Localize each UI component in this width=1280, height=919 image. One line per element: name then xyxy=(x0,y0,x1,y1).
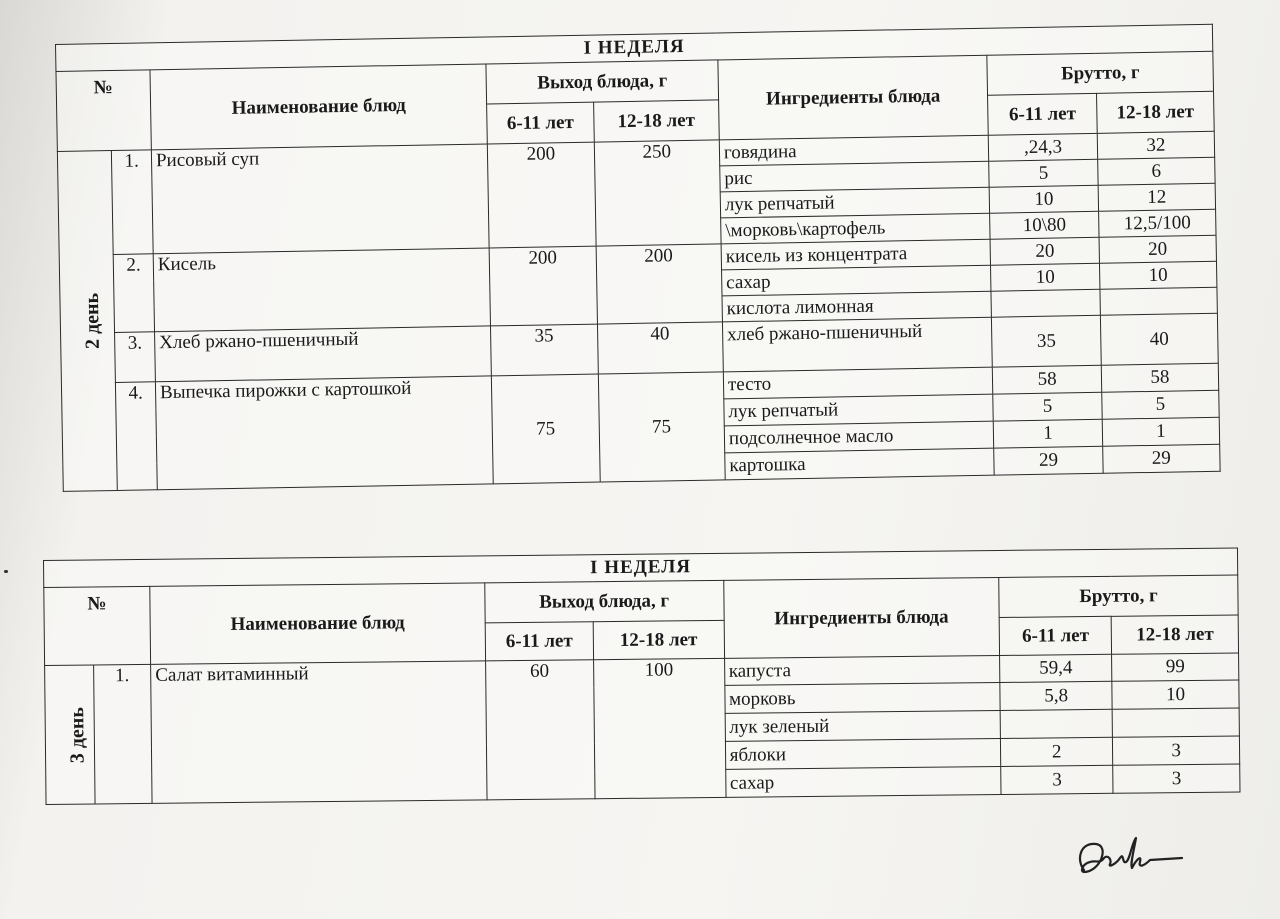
header-brutto-age-12-18: 12-18 лет xyxy=(1111,615,1238,654)
brutto-6-11: 2 xyxy=(1000,737,1113,766)
dish-output-6-11: 35 xyxy=(491,324,598,376)
brutto-12-18: 10 xyxy=(1112,680,1239,709)
dish-name: Хлеб ржано-пшеничный xyxy=(154,326,491,382)
dish-number: 1. xyxy=(94,664,153,804)
header-dish-name: Наименование блюд xyxy=(150,64,488,150)
brutto-6-11: 20 xyxy=(990,237,1099,265)
dish-number: 1. xyxy=(112,150,153,255)
dish-number: 4. xyxy=(116,382,158,491)
ingredient-name: подсолнечное масло xyxy=(724,421,994,453)
ink-dot xyxy=(4,570,8,573)
brutto-6-11: 35 xyxy=(992,315,1101,367)
week-title: I НЕДЕЛЯ xyxy=(56,24,1213,71)
header-output: Выход блюда, г xyxy=(486,60,718,104)
brutto-12-18: 3 xyxy=(1113,764,1240,793)
ingredient-name: говядина xyxy=(719,135,989,166)
header-number: № xyxy=(44,586,151,665)
ingredient-name: лук репчатый xyxy=(720,187,990,218)
brutto-12-18 xyxy=(1112,708,1239,737)
brutto-6-11: 29 xyxy=(994,446,1103,475)
ingredient-name: кислота лимонная xyxy=(722,291,992,322)
brutto-12-18: 58 xyxy=(1101,363,1219,392)
dish-output-12-18: 200 xyxy=(596,244,723,324)
brutto-12-18: 1 xyxy=(1102,417,1220,446)
brutto-12-18: 32 xyxy=(1097,131,1215,159)
header-ingredients: Ингредиенты блюда xyxy=(723,577,999,658)
ingredient-name: сахар xyxy=(721,265,991,296)
header-brutto: Брутто, г xyxy=(999,575,1238,617)
ingredient-name: кисель из концентрата xyxy=(721,239,991,270)
day-cell xyxy=(45,665,95,805)
header-number: № xyxy=(56,70,151,152)
header-brutto: Брутто, г xyxy=(987,51,1213,95)
ingredient-name: сахар xyxy=(725,766,1001,797)
brutto-12-18: 29 xyxy=(1103,444,1221,473)
ingredient-name: тесто xyxy=(723,367,993,399)
menu-table-day-3 xyxy=(43,547,1241,805)
brutto-12-18: 10 xyxy=(1099,261,1217,289)
header-brutto-age-6-11: 6-11 лет xyxy=(988,93,1097,135)
dish-name: Рисовый суп xyxy=(151,144,489,254)
ingredient-name: рис xyxy=(720,161,990,192)
week-title: I НЕДЕЛЯ xyxy=(44,548,1238,588)
brutto-12-18: 12,5/100 xyxy=(1098,209,1216,237)
header-output-age-6-11: 6-11 лет xyxy=(485,622,594,661)
dish-number: 2. xyxy=(113,254,154,333)
dish-number: 3. xyxy=(115,332,156,383)
dish-output-6-11: 75 xyxy=(492,374,600,484)
ingredient-name: капуста xyxy=(724,655,1000,685)
ingredient-name: \морковь\картофель xyxy=(721,213,991,244)
brutto-6-11: 5,8 xyxy=(1000,681,1113,710)
brutto-6-11: 10 xyxy=(991,263,1100,291)
ingredient-name: картошка xyxy=(725,448,995,480)
header-brutto-age-6-11: 6-11 лет xyxy=(999,616,1112,655)
brutto-6-11: 5 xyxy=(989,159,1098,187)
dish-output-6-11: 200 xyxy=(489,246,597,326)
header-dish-name: Наименование блюд xyxy=(150,583,485,665)
dish-output-6-11: 60 xyxy=(485,660,595,800)
dish-name: Кисель xyxy=(153,248,491,332)
dish-output-12-18: 75 xyxy=(598,372,725,482)
day-cell xyxy=(57,151,117,492)
dish-name: Выпечка пирожки с картошкой xyxy=(155,376,493,490)
brutto-6-11: 5 xyxy=(993,392,1102,421)
brutto-6-11 xyxy=(991,289,1100,317)
brutto-12-18: 99 xyxy=(1112,653,1239,681)
brutto-12-18: 20 xyxy=(1099,235,1217,263)
day-label: 2 день xyxy=(80,292,104,350)
ingredient-name: лук репчатый xyxy=(724,394,994,426)
brutto-12-18: 12 xyxy=(1098,183,1216,211)
ingredient-name: лук зеленый xyxy=(725,710,1001,741)
header-output-age-12-18: 12-18 лет xyxy=(593,620,724,659)
ingredient-name: морковь xyxy=(724,682,1000,713)
day-label: 3 день xyxy=(66,706,89,763)
dish-name: Салат витаминный xyxy=(151,661,487,803)
header-output-age-12-18: 12-18 лет xyxy=(593,100,719,142)
header-output: Выход блюда, г xyxy=(485,580,724,622)
brutto-12-18: 5 xyxy=(1102,390,1220,419)
brutto-12-18: 6 xyxy=(1098,157,1216,185)
ingredient-name: яблоки xyxy=(725,738,1001,769)
header-brutto-age-12-18: 12-18 лет xyxy=(1096,91,1214,133)
menu-table-day-2 xyxy=(55,24,1221,492)
brutto-6-11: 3 xyxy=(1001,765,1114,794)
brutto-12-18: 40 xyxy=(1100,313,1218,365)
brutto-12-18 xyxy=(1100,287,1218,315)
dish-output-12-18: 250 xyxy=(594,140,721,246)
brutto-12-18: 3 xyxy=(1113,736,1240,765)
brutto-6-11: ,24,3 xyxy=(989,133,1098,161)
signature xyxy=(1070,820,1190,890)
ingredient-name: хлеб ржано-пшеничный xyxy=(722,317,992,372)
brutto-6-11: 10\80 xyxy=(990,211,1099,239)
brutto-6-11: 58 xyxy=(993,365,1102,394)
header-ingredients: Ингредиенты блюда xyxy=(718,55,989,140)
brutto-6-11: 10 xyxy=(989,185,1098,213)
header-output-age-6-11: 6-11 лет xyxy=(487,102,594,144)
dish-output-12-18: 40 xyxy=(597,322,723,374)
brutto-6-11: 59,4 xyxy=(1000,654,1113,682)
dish-output-6-11: 200 xyxy=(487,142,595,248)
brutto-6-11 xyxy=(1000,709,1113,738)
dish-output-12-18: 100 xyxy=(594,658,726,798)
brutto-6-11: 1 xyxy=(994,419,1103,448)
